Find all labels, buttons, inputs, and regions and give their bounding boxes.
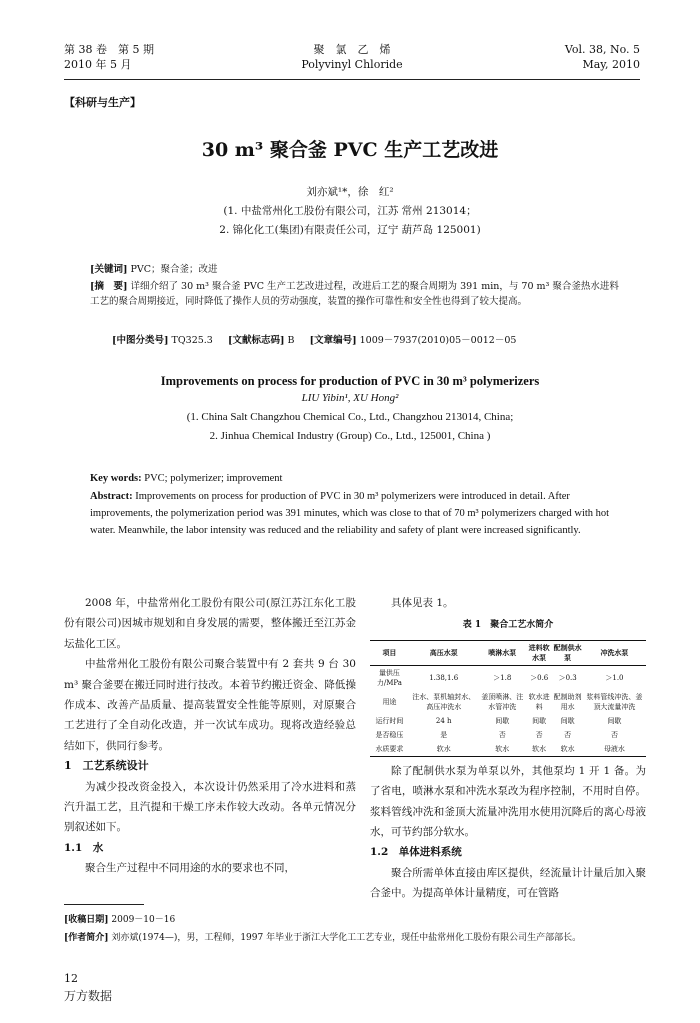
header-vol-no: Vol. 38, No. 5 — [564, 43, 640, 56]
table-cell: 1.38,1.6 — [429, 673, 459, 682]
body-paragraph: 聚合所需单体直接由库区提供，经流量计计量后加入聚合釜中。为提高单体计量精度，可在管路 — [370, 866, 646, 900]
body-paragraph: 中盐常州化工股份有限公司聚合装置中有 2 套共 9 台 30 m³ 聚合釜要在搬迁同时进行技改。本着节约搬迁资金、降低操作成本、改善产品质量、提高装置安全性能等原则，对原聚合工艺进行了全自动化改造，并一次试车成功。现将改造经验总结如下，供同行参考。 — [64, 658, 356, 752]
cn-abstract — [90, 279, 620, 309]
table-header-cell: 喷淋水泵 — [488, 647, 517, 657]
table-header-cell: 项目 — [382, 647, 397, 657]
bio-text: 刘亦斌(1974—)，男，工程师，1997 年毕业于浙江大学化工工艺专业，现任中盐常州化工股份有限公司生产部部长。 — [111, 933, 582, 943]
body-paragraph: 聚合生产过程中不同用途的水的要求也不同， — [85, 862, 295, 875]
en-abstract-text: Improvements on process for production of PVC in 30 m³ polymerizers were introduced in detail. After improvements, the polymerization period was 391 minutes, which was close to that of 70 m³ polymerizers charged with hot water. Meanwhile, the labor intensity was reduced and the reliability and safety of plant were increased significantly. — [90, 491, 610, 536]
table-header-row — [370, 640, 646, 665]
clc-value: TQ325.3 — [171, 335, 213, 346]
table-cell: 用途 — [382, 697, 397, 706]
header-volume-en — [565, 42, 640, 72]
body-paragraph: 2008 年，中盐常州化工股份有限公司(原江苏江东化工股份有限公司)因城市规划和自身发展的需要，整体搬迁至江苏金坛盐化工区。 — [64, 597, 356, 650]
table-cell: 运行时间 — [375, 716, 404, 725]
table-cell: 否 — [498, 730, 506, 739]
table-cell: ＞0.3 — [558, 673, 577, 682]
cn-keywords-text: PVC；聚合釜；改进 — [130, 264, 218, 275]
article-no-label: [文章编号] — [309, 335, 357, 346]
body-right-column — [370, 593, 646, 904]
table-row — [370, 714, 646, 728]
en-affiliation-1: (1. China Salt Changzhou Chemical Co., Ltd., Changzhou 213014, China; — [186, 411, 514, 423]
body-paragraph: 为减少投改资金投入，本次设计仍然采用了冷水进料和蒸汽升温工艺，且汽提和干燥工序未作较大改动。各单元情况分别叙述如下。 — [64, 780, 356, 834]
table-cell: 是否稳压 — [375, 730, 404, 739]
table-cell: 母液水 — [603, 744, 625, 753]
table-cell: 间歇 — [607, 716, 622, 725]
header-journal-cn: 聚 氯 乙 烯 — [313, 43, 391, 56]
page-number: 12 — [64, 972, 78, 985]
doc-code-value: B — [287, 335, 295, 346]
table-cell: ＞0.6 — [530, 673, 549, 682]
table-cell: 间歇 — [532, 716, 547, 725]
header-journal — [64, 42, 640, 72]
en-affiliation-2: 2. Jinhua Chemical Industry (Group) Co., Ltd., 125001, China ) — [209, 430, 491, 442]
table-row — [370, 728, 646, 742]
table-cell: 软水 — [560, 744, 575, 753]
clc-label: [中图分类号] — [112, 335, 169, 346]
table-cell: 是 — [440, 730, 448, 739]
article-no-value: 1009－7937(2010)05－0012－05 — [359, 335, 517, 346]
table-cell: 配制助剂用水 — [553, 692, 582, 711]
running-header — [64, 42, 640, 78]
table-cell: 量供压力/MPa — [376, 668, 402, 687]
table-cell: ＞1.0 — [605, 673, 624, 682]
cn-classification — [112, 333, 620, 348]
author-line: 刘亦斌¹*，徐 红² — [306, 186, 394, 198]
table-header-cell: 冲洗水泵 — [600, 647, 629, 657]
en-abstract — [90, 488, 620, 539]
cn-keywords — [90, 262, 620, 277]
table-cell: 否 — [535, 730, 543, 739]
table-cell: 浆料管线冲洗、釜顶大流量冲洗 — [586, 692, 643, 711]
table-caption: 表 1 聚合工艺水简介 — [462, 620, 554, 631]
body-paragraph: 具体见表 1。 — [391, 597, 454, 609]
watermark: 万方数据 — [64, 989, 113, 1003]
table-cell: 间歇 — [495, 716, 510, 725]
table-header-cell: 配制供水泵 — [553, 642, 582, 662]
en-keywords-label: Key words: — [90, 473, 142, 484]
table-cell: 软水进料 — [528, 692, 550, 711]
table-header-cell: 高压水泵 — [429, 647, 458, 657]
body-paragraph: 除了配制供水泵为单泵以外，其他泵均 1 开 1 备。为了省电，喷淋水泵和冲洗水泵改为程序控制，不用时自停。浆料管线冲洗和釜顶大流量冲洗用水使用沉降后的离心母液水，可节约部分软水。 — [370, 764, 646, 839]
water-table — [370, 640, 646, 757]
bio-label: [作者简介] — [64, 933, 109, 943]
table-row — [370, 690, 646, 714]
header-date-cn: 2010 年 5 月 — [64, 58, 132, 71]
paper-title: 30 m³ 聚合釜 PVC 生产工艺改进 — [201, 139, 499, 161]
section-tag: 【科研与生产】 — [64, 96, 141, 109]
section-heading: 1 工艺系统设计 — [64, 759, 149, 773]
en-keywords-text: PVC; polymerizer; improvement — [144, 473, 283, 484]
table-cell: 24 h — [435, 716, 452, 725]
affiliation-2: 2. 锦化化工(集团)有限责任公司，辽宁 葫芦岛 125001) — [219, 224, 481, 236]
body-left-column — [64, 593, 356, 879]
en-title: Improvements on process for production of PVC in 30 m³ polymerizers — [160, 374, 540, 388]
footnote-received — [64, 913, 640, 927]
header-date-en: May, 2010 — [582, 58, 640, 71]
table-header-cell: 进料软水泵 — [528, 642, 550, 662]
table-cell: 软水 — [532, 744, 547, 753]
header-rule — [64, 79, 640, 80]
table-cell: 水质要求 — [375, 744, 404, 753]
header-volume-issue: 第 38 卷 第 5 期 — [64, 43, 154, 56]
subsection-heading: 1.1 水 — [64, 841, 104, 854]
received-label: [收稿日期] — [64, 915, 109, 925]
en-keywords — [90, 470, 620, 487]
cn-keywords-label: [关键词] — [90, 264, 128, 275]
subsection-heading: 1.2 单体进料系统 — [370, 846, 462, 859]
table-cell: 软水 — [495, 744, 510, 753]
table-cell: 软水 — [436, 744, 451, 753]
en-abstract-label: Abstract: — [90, 491, 133, 502]
received-date: 2009－10－16 — [111, 915, 176, 925]
table-cell: 间歇 — [560, 716, 575, 725]
affiliation-1: (1. 中盐常州化工股份有限公司，江苏 常州 213014； — [223, 205, 477, 217]
table-cell: 釜顶喷淋、注水管冲洗 — [481, 692, 524, 711]
footnote-rule — [64, 904, 144, 905]
table-cell: 否 — [610, 730, 618, 739]
table-cell: 否 — [564, 730, 572, 739]
table-row — [370, 742, 646, 757]
cn-abstract-label: [摘 要] — [90, 281, 128, 292]
cn-abstract-text: 详细介绍了 30 m³ 聚合釜 PVC 生产工艺改进过程，改进后工艺的聚合周期为 391 min，与 70 m³ 聚合釜热水进料工艺的聚合周期接近，同时降低了操作人员的劳动强度，装置的操作可靠性和安全性也得到了较大提高。 — [90, 281, 619, 307]
header-journal-en: Polyvinyl Chloride — [301, 58, 403, 71]
table-cell: ＞1.8 — [493, 673, 512, 682]
table-row — [370, 665, 646, 690]
doc-code-label: [文献标志码] — [227, 335, 285, 346]
footnote-bio — [64, 931, 640, 945]
table-cell: 注水、泵机轴封水、高压冲洗水 — [412, 692, 476, 711]
en-authors: LIU Yibin¹, XU Hong² — [301, 392, 399, 404]
